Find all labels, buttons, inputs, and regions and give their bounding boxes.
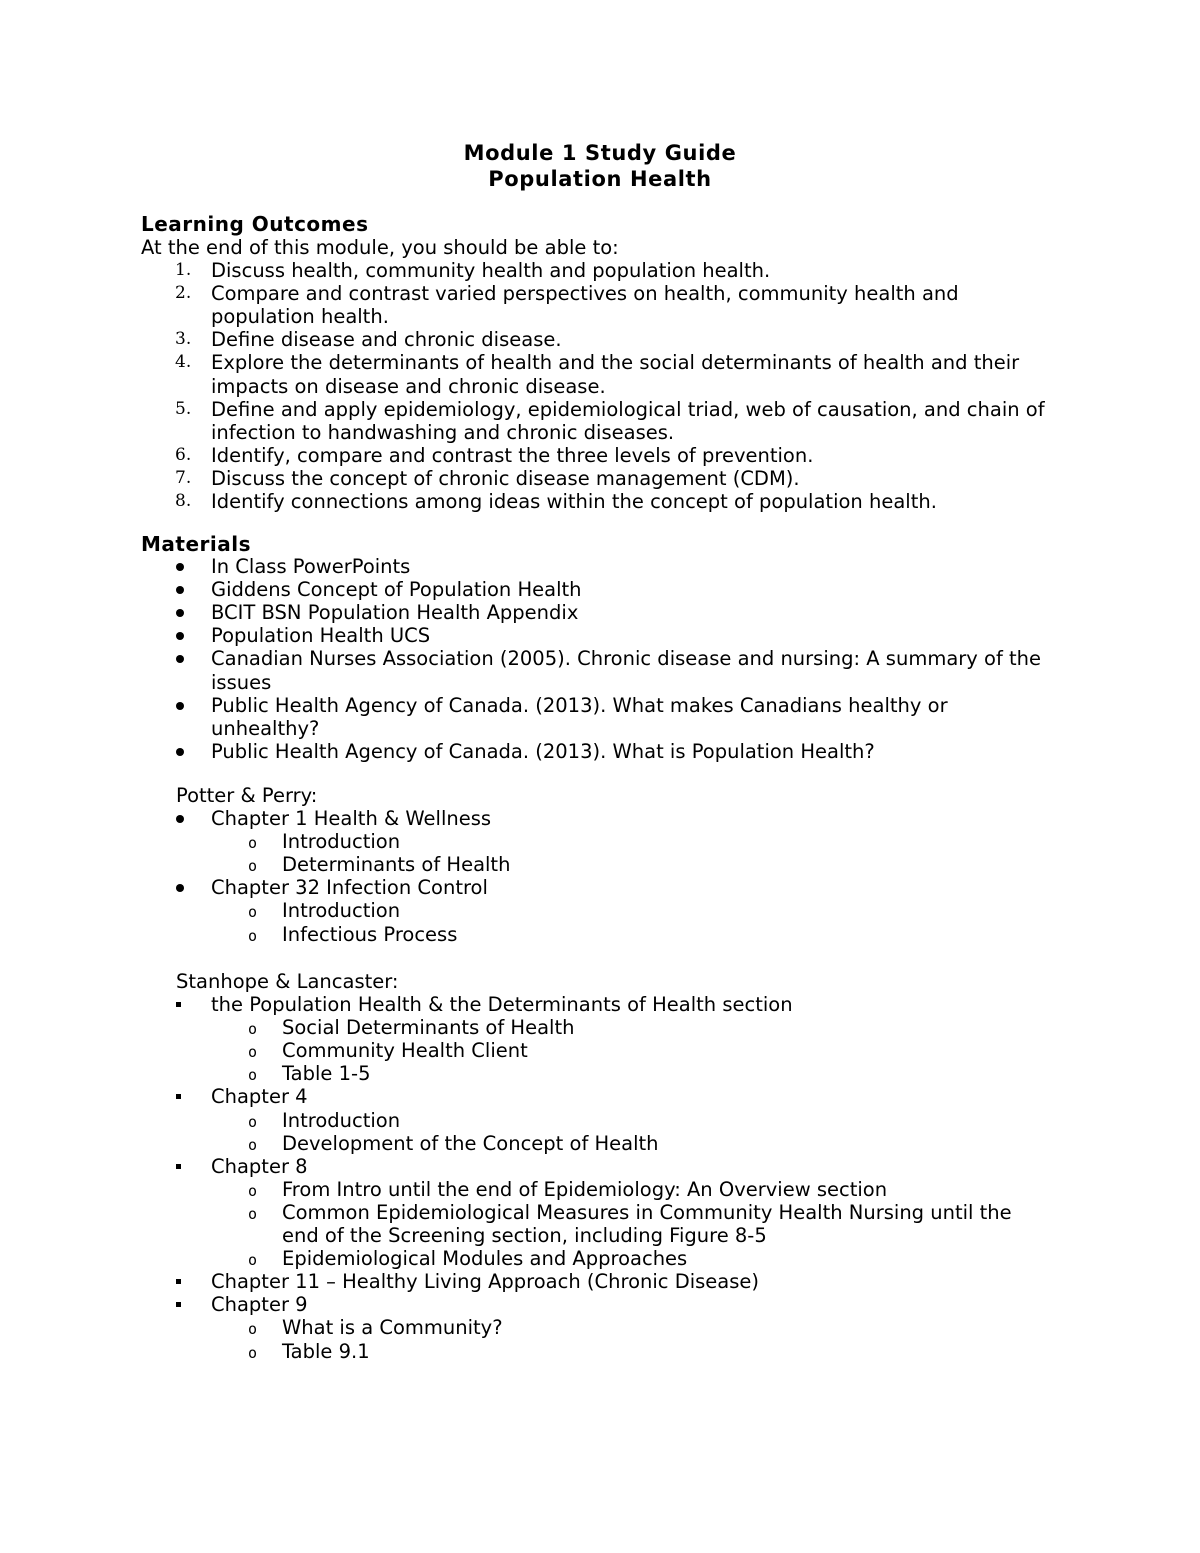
sub-bullet-icon: o <box>248 1251 258 1270</box>
list-item-text: Define disease and chronic disease. <box>211 328 562 352</box>
list-number: 5. <box>175 398 192 419</box>
list-number: 4. <box>175 352 192 373</box>
bullet-icon <box>176 702 184 710</box>
potter-perry-heading: Potter & Perry: <box>176 784 318 807</box>
list-item-text: unhealthy? <box>211 716 320 740</box>
square-bullet-icon <box>176 1002 181 1007</box>
list-item-text: Chapter 11 – Healthy Living Approach (Chronic Disease) <box>211 1270 760 1294</box>
bullet-icon <box>176 815 184 823</box>
sub-item-text: Determinants of Health <box>282 853 511 877</box>
sub-item-text: What is a Community? <box>282 1316 503 1340</box>
sub-item-text: Epidemiological Modules and Approaches <box>282 1247 688 1271</box>
list-item-text: the Population Health & the Determinants of Health section <box>211 993 793 1016</box>
list-number: 3. <box>175 329 192 350</box>
bullet-icon <box>176 748 184 756</box>
sub-bullet-icon: o <box>248 1043 258 1062</box>
sub-bullet-icon: o <box>248 1343 258 1362</box>
bullet-icon <box>176 632 184 640</box>
list-item-text: Identify connections among ideas within the concept of population health. <box>211 490 937 513</box>
sub-bullet-icon: o <box>248 1204 258 1223</box>
bullet-icon <box>176 563 184 571</box>
list-item-text: Identify, compare and contrast the three levels of prevention. <box>211 443 814 467</box>
list-item-text: Chapter 4 <box>211 1085 308 1109</box>
list-item-text: Compare and contrast varied perspectives on health, community health and <box>211 282 959 306</box>
sub-bullet-icon: o <box>248 1181 258 1200</box>
sub-item-text: Introduction <box>282 1108 401 1132</box>
sub-item-text: Community Health Client <box>282 1039 528 1063</box>
sub-bullet-icon: o <box>248 857 258 876</box>
stanhope-lancaster-heading: Stanhope & Lancaster: <box>176 970 399 993</box>
sub-item-text: Table 1-5 <box>282 1062 371 1086</box>
sub-bullet-icon: o <box>248 903 258 922</box>
square-bullet-icon <box>176 1164 181 1169</box>
list-item-text: infection to handwashing and chronic diseases. <box>211 420 675 444</box>
sub-bullet-icon: o <box>248 926 258 945</box>
list-item-text: Giddens Concept of Population Health <box>211 578 582 602</box>
sub-item-text: From Intro until the end of Epidemiology: An Overview section <box>282 1177 888 1201</box>
sub-item-text: Infectious Process <box>282 922 458 946</box>
list-item-text: Chapter 9 <box>211 1293 308 1317</box>
list-item-text: Population Health UCS <box>211 624 431 648</box>
sub-bullet-icon: o <box>248 1020 258 1039</box>
list-item-text: Explore the determinants of health and the social determinants of health and their <box>211 351 1020 375</box>
document-subtitle: Population Health <box>488 167 712 191</box>
sub-item-text: end of the Screening section, including Figure 8-5 <box>282 1224 767 1247</box>
list-item-text: Public Health Agency of Canada. (2013). What makes Canadians healthy or <box>211 693 948 717</box>
materials-heading: Materials <box>141 532 251 556</box>
list-number: 8. <box>175 491 192 511</box>
list-item-text: In Class PowerPoints <box>211 555 411 578</box>
list-item-text: population health. <box>211 305 389 329</box>
bullet-icon <box>176 884 184 892</box>
sub-item-text: Introduction <box>282 830 401 854</box>
list-number: 1. <box>175 260 192 280</box>
list-item-text: issues <box>211 670 272 694</box>
sub-bullet-icon: o <box>248 1320 258 1339</box>
list-number: 6. <box>175 444 192 465</box>
learning-outcomes-intro: At the end of this module, you should be able to: <box>141 236 619 259</box>
list-number: 7. <box>175 467 192 488</box>
list-item-text: Public Health Agency of Canada. (2013). What is Population Health? <box>211 739 875 763</box>
square-bullet-icon <box>176 1094 181 1099</box>
list-item-text: Define and apply epidemiology, epidemiological triad, web of causation, and chain of <box>211 397 1045 421</box>
list-item-text: Chapter 1 Health & Wellness <box>211 807 492 830</box>
sub-item-text: Introduction <box>282 899 401 923</box>
square-bullet-icon <box>176 1279 181 1284</box>
bullet-icon <box>176 586 184 594</box>
sub-bullet-icon: o <box>248 1066 258 1085</box>
list-item-text: Chapter 8 <box>211 1154 308 1178</box>
list-number: 2. <box>175 283 192 304</box>
square-bullet-icon <box>176 1302 181 1307</box>
sub-item-text: Social Determinants of Health <box>282 1016 575 1040</box>
sub-item-text: Development of the Concept of Health <box>282 1131 659 1155</box>
list-item-text: Discuss health, community health and population health. <box>211 259 771 282</box>
sub-bullet-icon: o <box>248 1112 258 1131</box>
learning-outcomes-heading: Learning Outcomes <box>141 212 369 236</box>
list-item-text: Canadian Nurses Association (2005). Chronic disease and nursing: A summary of the <box>211 647 1042 671</box>
bullet-icon <box>176 609 184 617</box>
list-item-text: BCIT BSN Population Health Appendix <box>211 601 579 625</box>
list-item-text: Discuss the concept of chronic disease management (CDM). <box>211 466 800 490</box>
sub-item-text: Common Epidemiological Measures in Community Health Nursing until the <box>282 1200 1012 1224</box>
sub-bullet-icon: o <box>248 834 258 853</box>
document-title: Module 1 Study Guide <box>463 141 737 165</box>
sub-item-text: Table 9.1 <box>282 1339 370 1363</box>
sub-bullet-icon: o <box>248 1135 258 1154</box>
bullet-icon <box>176 655 184 663</box>
list-item-text: impacts on disease and chronic disease. <box>211 374 606 398</box>
list-item-text: Chapter 32 Infection Control <box>211 876 488 900</box>
